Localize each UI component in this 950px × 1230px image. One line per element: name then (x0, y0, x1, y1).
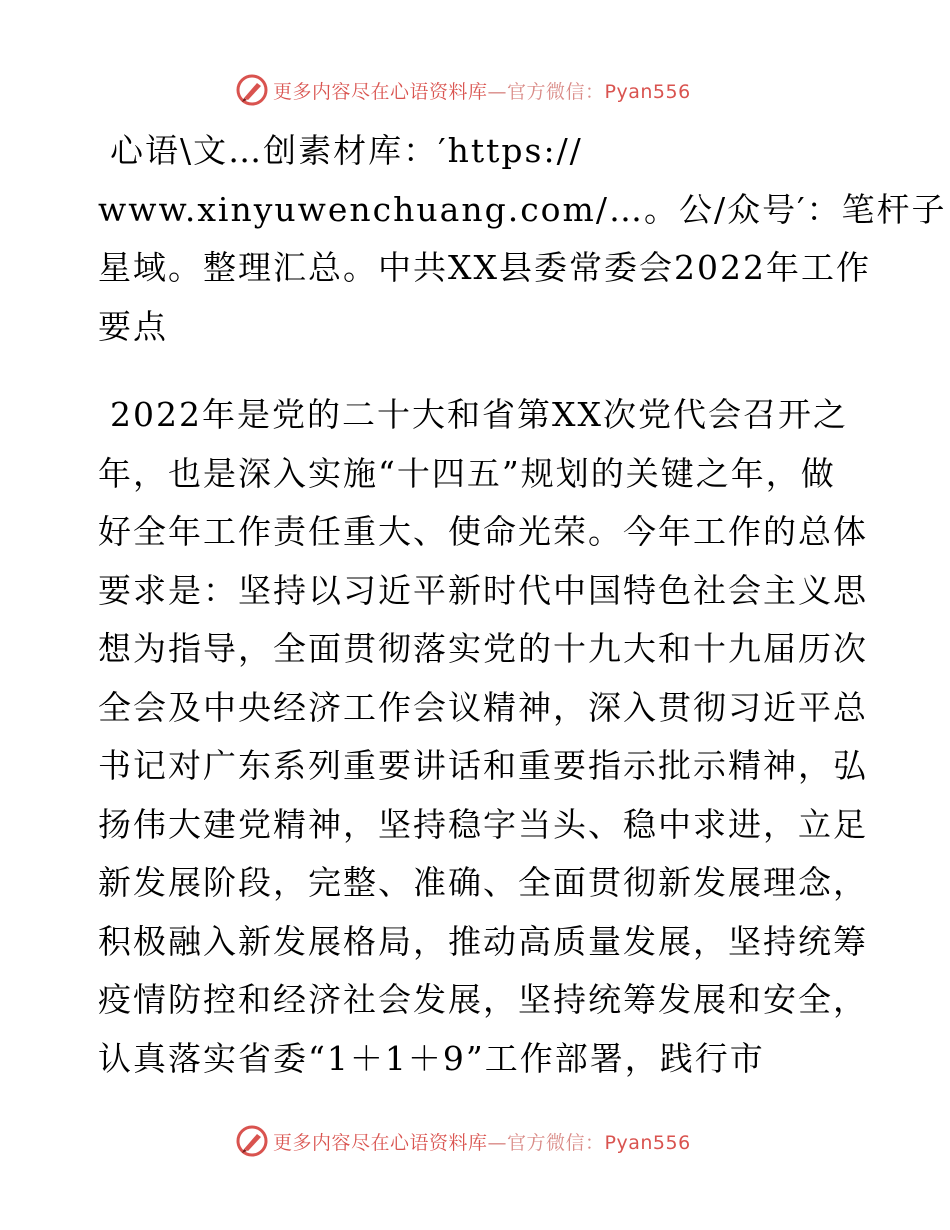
header-watermark-banner (235, 72, 691, 108)
document-body (98, 122, 947, 1088)
paragraph-line: 疫情防控和经济社会发展，坚持统筹发展和安全， (98, 980, 868, 1019)
paragraph-line: 好全年工作责任重大、使命光荣。今年工作的总体 (98, 512, 868, 551)
paragraph-line: 新发展阶段，完整、准确、全面贯彻新发展理念， (98, 863, 868, 902)
paragraph-line: 扬伟大建党精神，坚持稳字当头、稳中求进，立足 (98, 804, 868, 844)
paragraph-line: 年，也是深入实施“十四五”规划的关键之年，做 (98, 453, 836, 493)
watermark-text: 更多内容尽在心语资料库—官方微信：Pyan556 (273, 1131, 691, 1154)
heading-line: 心语\文…创素材库：′https:// (110, 131, 583, 170)
document-paragraph (98, 386, 868, 1088)
paragraph-line: 全会及中央经济工作会议精神，深入贯彻习近平总 (98, 687, 868, 727)
pen-logo-icon (235, 1124, 269, 1158)
document-heading (98, 122, 947, 356)
heading-line: 要点 (98, 306, 168, 346)
paragraph-line: 书记对广东系列重要讲话和重要指示批示精神，弘 (98, 746, 868, 785)
watermark-text: 更多内容尽在心语资料库—官方微信：Pyan556 (273, 80, 691, 103)
paragraph-line: 认真落实省委“1＋1＋9”工作部署，践行市 (98, 1038, 765, 1078)
paragraph-line: 要求是：坚持以习近平新时代中国特色社会主义思 (98, 570, 868, 610)
paragraph-line: 积极融入新发展格局，推动高质量发展，坚持统筹 (98, 921, 868, 961)
paragraph-line: 想为指导，全面贯彻落实党的十九大和十九届历次 (98, 629, 868, 668)
heading-line: 星域。整理汇总。中共XX县委常委会2022年工作 (98, 248, 871, 287)
paragraph-line: 2022年是党的二十大和省第XX次党代会召开之 (110, 395, 848, 434)
pen-logo-icon (235, 73, 269, 107)
heading-line: www.xinyuwenchuang.com/…。公/众号′：笔杆子 (98, 189, 947, 229)
footer-watermark-banner (235, 1123, 691, 1159)
